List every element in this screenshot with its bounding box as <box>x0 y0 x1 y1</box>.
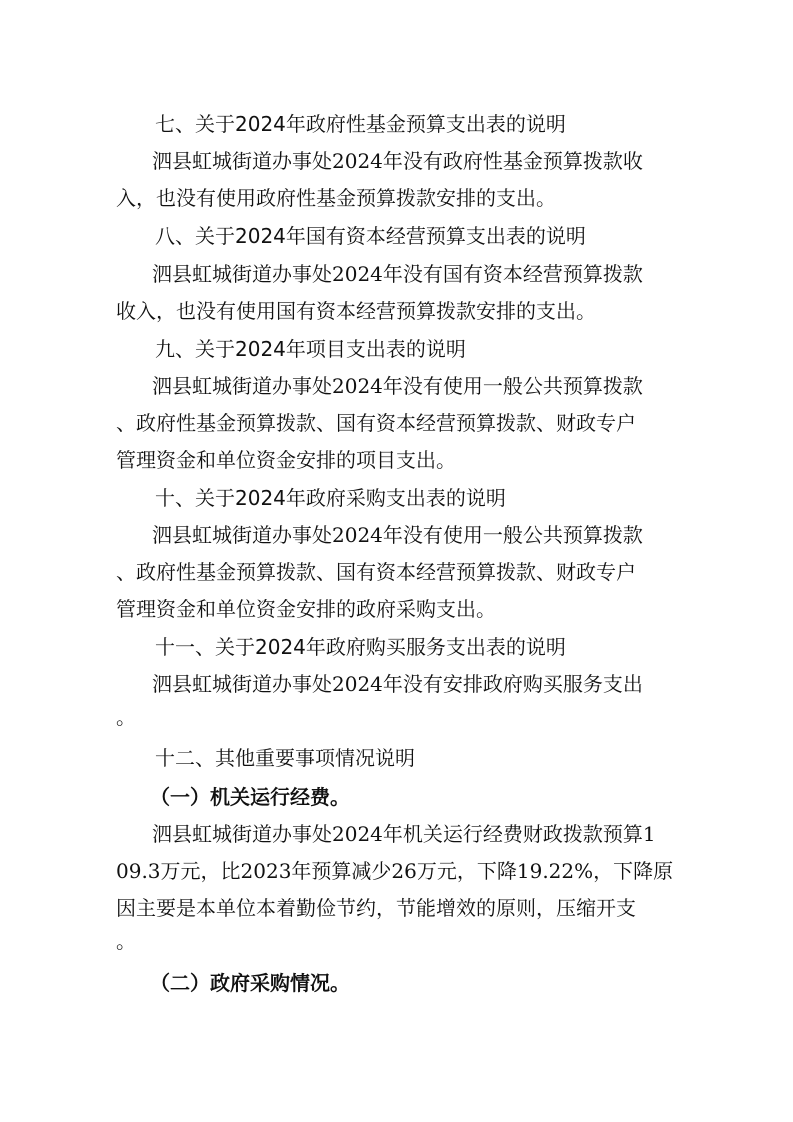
section-heading: 十、关于2024年政府采购支出表的说明 <box>155 486 506 510</box>
body-line: 09.3万元，比2023年预算减少26万元，下降19.22%，下降原 <box>116 859 674 883</box>
section-heading: 八、关于2024年国有资本经营预算支出表的说明 <box>155 224 586 248</box>
section-heading: 十一、关于2024年政府购买服务支出表的说明 <box>155 635 566 659</box>
body-line: 入，也没有使用政府性基金预算拨款安排的支出。 <box>116 186 556 210</box>
body-line: 泗县虹城街道办事处2024年没有使用一般公共预算拨款 <box>152 374 643 398</box>
subsection-heading: （二）政府采购情况。 <box>150 971 350 995</box>
body-line: 泗县虹城街道办事处2024年没有安排政府购买服务支出 <box>152 672 643 696</box>
section-heading: 九、关于2024年项目支出表的说明 <box>155 337 466 361</box>
body-line: 收入，也没有使用国有资本经营预算拨款安排的支出。 <box>116 299 596 323</box>
section-heading: 七、关于2024年政府性基金预算支出表的说明 <box>155 112 566 136</box>
body-line: 泗县虹城街道办事处2024年没有政府性基金预算拨款收 <box>152 149 643 173</box>
body-line: 泗县虹城街道办事处2024年没有使用一般公共预算拨款 <box>152 523 643 547</box>
body-line: 管理资金和单位资金安排的项目支出。 <box>116 448 456 472</box>
body-line: 、政府性基金预算拨款、国有资本经营预算拨款、财政专户 <box>116 411 636 435</box>
section-heading: 十二、其他重要事项情况说明 <box>155 746 415 770</box>
body-line: 管理资金和单位资金安排的政府采购支出。 <box>116 597 496 621</box>
body-line: 因主要是本单位本着勤俭节约，节能增效的原则，压缩开支 <box>116 896 636 920</box>
body-line: 。 <box>116 929 136 953</box>
subsection-heading: （一）机关运行经费。 <box>150 785 350 809</box>
body-line: 泗县虹城街道办事处2024年机关运行经费财政拨款预算1 <box>152 822 656 846</box>
body-line: 、政府性基金预算拨款、国有资本经营预算拨款、财政专户 <box>116 560 636 584</box>
body-line: 泗县虹城街道办事处2024年没有国有资本经营预算拨款 <box>152 262 643 286</box>
body-line: 。 <box>116 705 136 729</box>
